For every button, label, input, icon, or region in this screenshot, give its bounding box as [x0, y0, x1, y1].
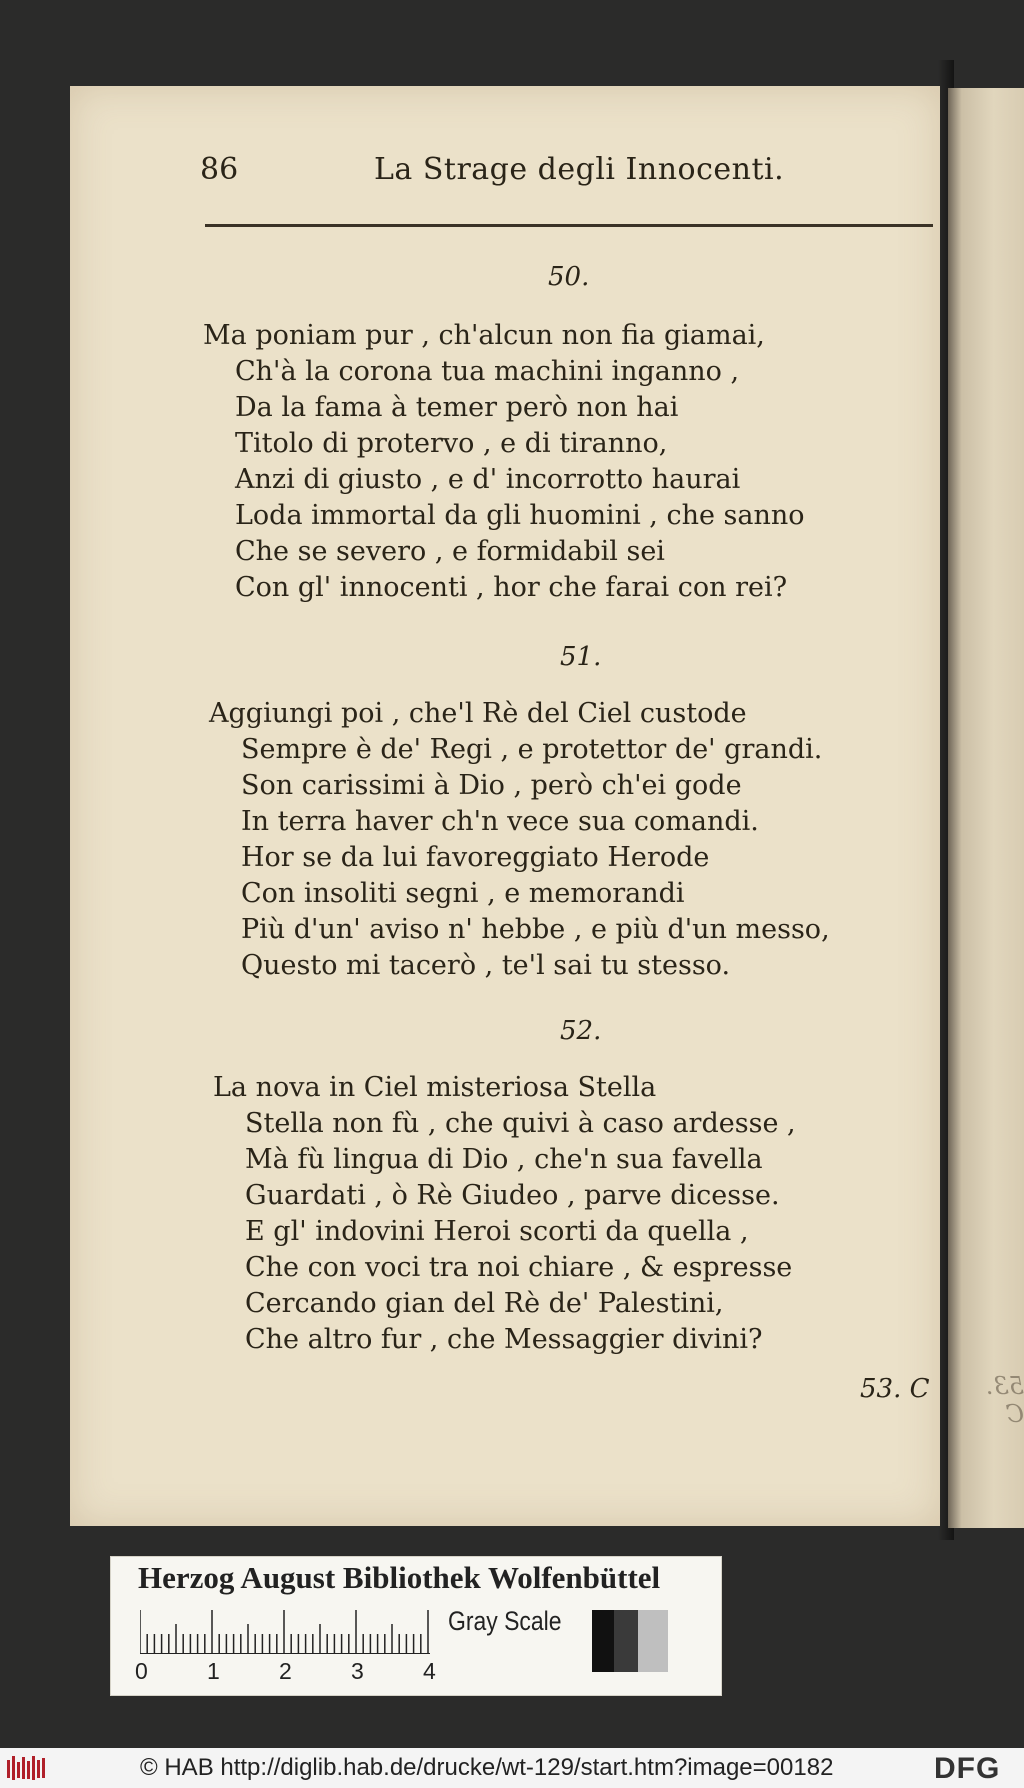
- stanza-number: 50.: [548, 262, 590, 292]
- verse-line: Son carissimi à Dio , però ch'ei gode: [241, 770, 742, 801]
- stanza: [203, 318, 805, 606]
- hab-logo-icon: [6, 1754, 48, 1782]
- verse-line: Sempre è de' Regi , e protettor de' grandi.: [241, 734, 823, 765]
- adjacent-page: [948, 88, 1024, 1528]
- verse-line: Mà fù lingua di Dio , che'n sua favella: [245, 1144, 763, 1175]
- verse-line: Che se severo , e formidabil sei: [235, 536, 665, 567]
- library-name: Herzog August Bibliothek Wolfenbüttel: [138, 1560, 661, 1595]
- verse-line: La nova in Ciel misteriosa Stella: [213, 1072, 657, 1103]
- verse-line: Loda immortal da gli huomini , che sanno: [235, 500, 805, 531]
- verse-line: In terra haver ch'n vece sua comandi.: [241, 806, 759, 837]
- gray-swatch-light: [638, 1610, 668, 1672]
- verse-line: Più d'un' aviso n' hebbe , e più d'un messo,: [241, 914, 830, 945]
- verse-line: Hor se da lui favoreggiato Herode: [241, 842, 710, 873]
- verse-line: Aggiungi poi , che'l Rè del Ciel custode: [209, 698, 747, 729]
- dfg-logo: DFG: [934, 1752, 1001, 1785]
- verse-line: Questo mi tacerò , te'l sai tu stesso.: [241, 950, 731, 981]
- ruler-number: 4: [423, 1658, 436, 1684]
- verse-line: Ch'à la corona tua machini inganno ,: [235, 356, 740, 387]
- stanza: [209, 696, 830, 984]
- header-rule: [205, 224, 933, 227]
- gray-swatch-dark: [614, 1610, 638, 1672]
- running-title: La Strage degli Innocenti.: [374, 152, 785, 187]
- gray-swatch-black: [592, 1610, 614, 1672]
- verse-line: Che con voci tra noi chiare , & espresse: [245, 1252, 793, 1283]
- verse-line: Cercando gian del Rè de' Palestini,: [245, 1288, 724, 1319]
- verse-line: Con gl' innocenti , hor che farai con rei?: [235, 572, 788, 603]
- gray-scale-label: Gray Scale: [448, 1606, 562, 1636]
- verse-line: Da la fama à temer però non hai: [235, 392, 679, 423]
- catchword: 53. C: [860, 1374, 930, 1404]
- footer-copyright-link[interactable]: © HAB http://diglib.hab.de/drucke/wt-129/start.htm?image=00182: [140, 1754, 834, 1781]
- verse-line: Che altro fur , che Messaggier divini?: [245, 1324, 763, 1355]
- stanza: [213, 1070, 796, 1358]
- verse-line: Con insoliti segni , e memorandi: [241, 878, 685, 909]
- scale-ruler: [140, 1610, 430, 1654]
- verse-line: E gl' indovini Heroi scorti da quella ,: [245, 1216, 749, 1247]
- verse-line: Guardati , ò Rè Giudeo , parve dicesse.: [245, 1180, 780, 1211]
- ruler-number: 2: [279, 1658, 292, 1684]
- stanza-number: 52.: [560, 1016, 602, 1046]
- adjacent-page-catchword: 53. C: [985, 1372, 1024, 1428]
- verse-line: Stella non fù , che quivi à caso ardesse ,: [245, 1108, 796, 1139]
- verse-line: Anzi di giusto , e d' incorrotto haurai: [235, 464, 741, 495]
- verse-line: Ma poniam pur , ch'alcun non fia giamai,: [203, 320, 765, 351]
- ruler-number: 3: [351, 1658, 364, 1684]
- stanza-number: 51.: [560, 642, 602, 672]
- ruler-number: 0: [135, 1658, 148, 1684]
- page-number: 86: [200, 152, 239, 187]
- verse-line: Titolo di protervo , e di tiranno,: [235, 428, 668, 459]
- ruler-number: 1: [207, 1658, 220, 1684]
